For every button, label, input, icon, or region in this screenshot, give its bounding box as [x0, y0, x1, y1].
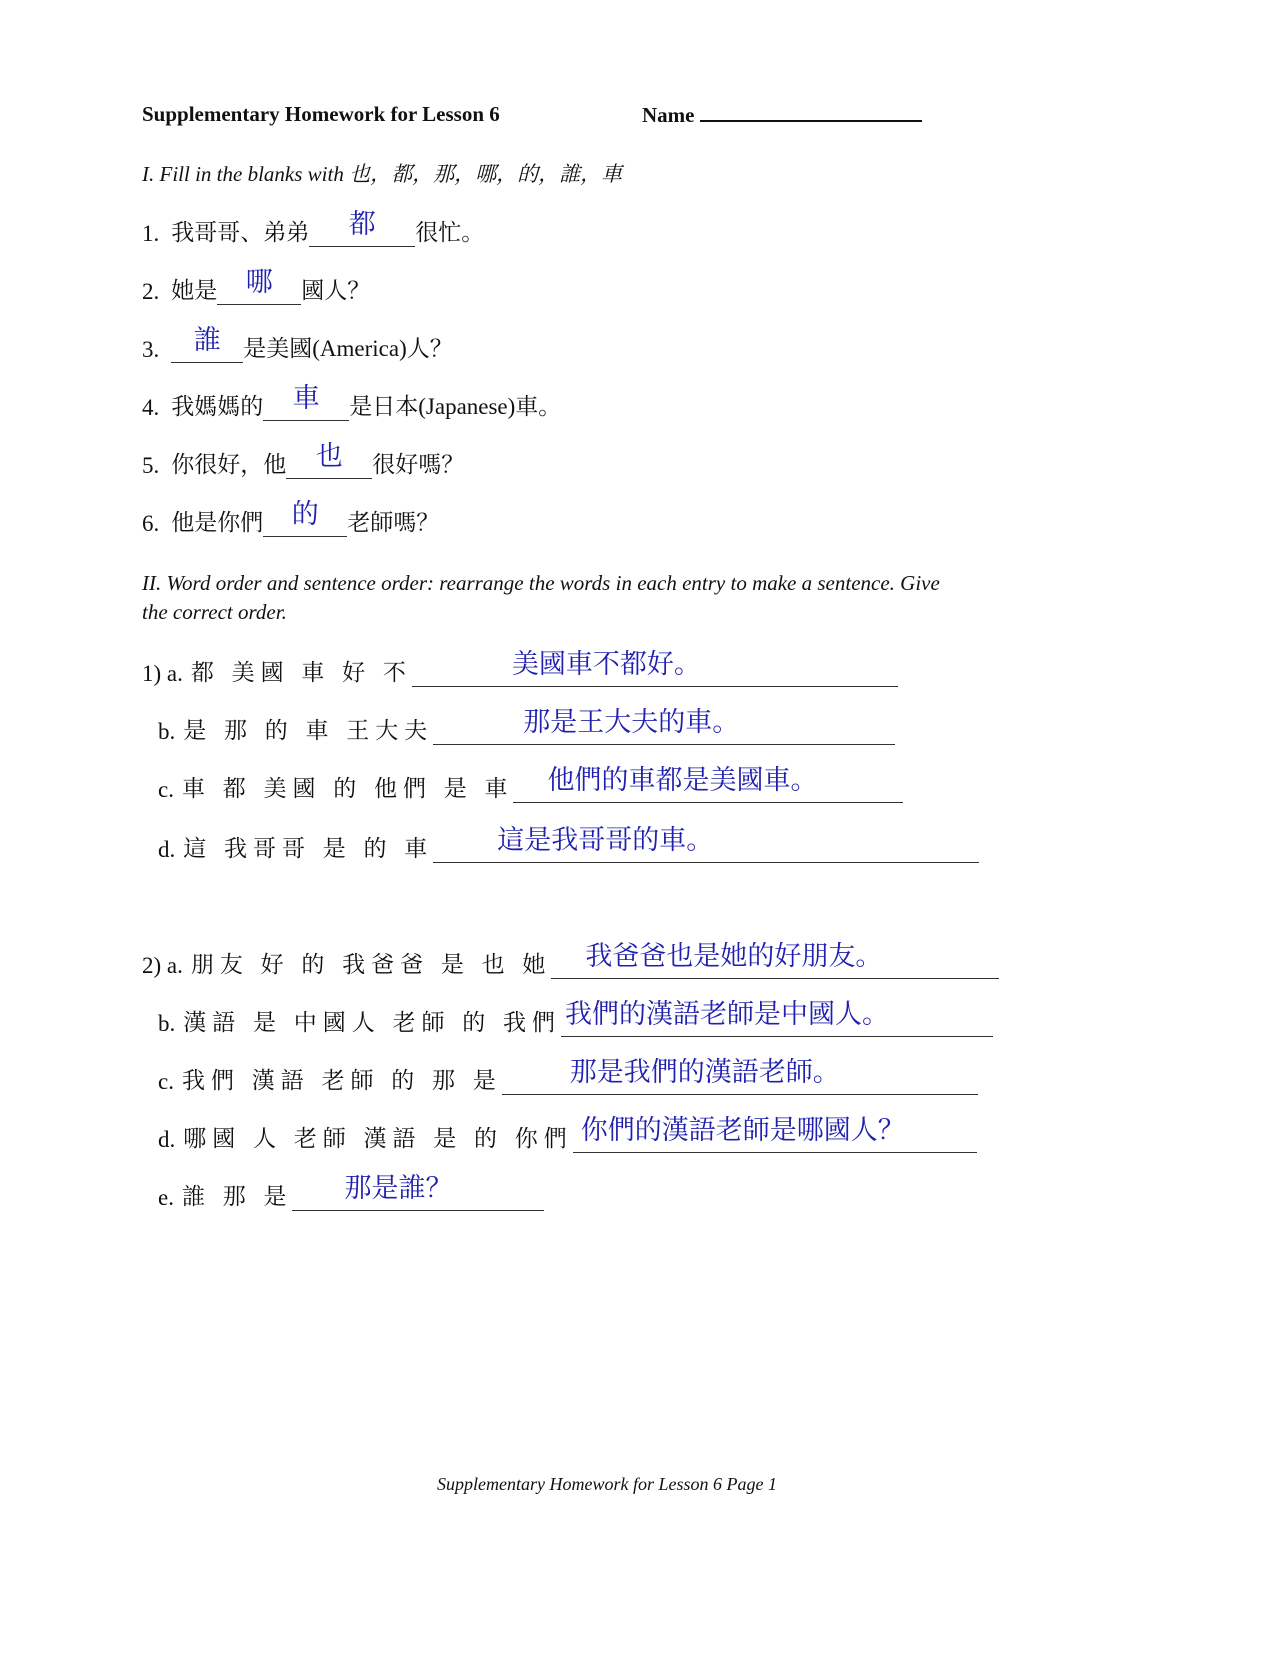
fill-blank-item [142, 209, 485, 247]
item-text-after: 是美國(America)人？ [243, 336, 453, 361]
scrambled-words: 都 美國 車 好 不 [190, 660, 412, 685]
answer-blank[interactable] [309, 209, 415, 247]
item-label: c. [158, 777, 174, 802]
reorder-item [158, 1115, 977, 1153]
fill-blank-item [142, 441, 465, 479]
item-label: b. [158, 1011, 176, 1036]
item-label: 1) a. [142, 661, 183, 686]
answer-text: 那是誰？ [344, 1173, 453, 1203]
item-text-before: 我哥哥、弟弟 [171, 220, 310, 245]
reorder-item [158, 999, 993, 1037]
answer-text: 的 [291, 499, 319, 529]
scrambled-words: 這 我哥哥 是 的 車 [183, 836, 434, 861]
item-text-after: 很忙。 [415, 220, 485, 245]
scrambled-words: 哪國 人 老師 漢語 是 的 你們 [183, 1126, 573, 1151]
answer-blank[interactable] [292, 1173, 544, 1211]
answer-text: 誰 [193, 325, 221, 355]
scrambled-words: 朋友 好 的 我爸爸 是 也 她 [190, 952, 552, 977]
item-number: 5. [142, 453, 160, 478]
answer-blank[interactable] [561, 999, 993, 1037]
answer-text: 那是王大夫的車。 [523, 707, 740, 737]
item-number: 4. [142, 395, 160, 420]
fill-blank-item [142, 325, 453, 363]
answer-blank[interactable] [263, 383, 349, 421]
answer-text: 美國車不都好。 [511, 649, 701, 679]
item-text-after: 是日本(Japanese)車。 [349, 394, 562, 419]
name-field[interactable] [642, 102, 922, 128]
answer-text: 都 [348, 209, 376, 239]
item-text-after: 很好嗎？ [372, 452, 465, 477]
item-text-before: 她是 [171, 278, 218, 303]
section2-instruction-line1: II. Word order and sentence order: rearrange the words in each entry to make a sentence. Give [142, 571, 940, 595]
answer-text: 哪 [245, 267, 273, 297]
answer-blank[interactable] [502, 1057, 978, 1095]
item-text-before: 你很好，他 [171, 452, 287, 477]
answer-text: 車 [292, 383, 320, 413]
fill-blank-item [142, 383, 562, 421]
item-text-after: 老師嗎？ [347, 510, 440, 535]
item-label: c. [158, 1069, 174, 1094]
answer-text: 我們的漢語老師是中國人。 [565, 999, 889, 1029]
item-label: 2) a. [142, 953, 183, 978]
reorder-item [142, 649, 898, 687]
scrambled-words: 車 都 美國 的 他們 是 車 [181, 776, 514, 801]
answer-blank[interactable] [573, 1115, 977, 1153]
answer-blank[interactable] [513, 765, 903, 803]
item-label: d. [158, 837, 176, 862]
item-label: b. [158, 719, 176, 744]
answer-blank[interactable] [286, 441, 372, 479]
name-line[interactable] [700, 102, 922, 122]
scrambled-words: 誰 那 是 [181, 1184, 293, 1209]
item-number: 1. [142, 221, 160, 246]
item-text-after: 國人？ [301, 278, 371, 303]
item-number: 3. [142, 337, 160, 362]
reorder-item [158, 1057, 978, 1095]
answer-text: 他們的車都是美國車。 [547, 765, 818, 795]
scrambled-words: 是 那 的 車 王大夫 [183, 718, 434, 743]
item-label: d. [158, 1127, 176, 1152]
answer-text: 那是我們的漢語老師。 [569, 1057, 840, 1087]
answer-blank[interactable] [433, 707, 895, 745]
section1-instruction: I. Fill in the blanks with 也，都，那，哪，的，誰，車 [142, 162, 623, 186]
answer-blank[interactable] [217, 267, 301, 305]
reorder-item [158, 1173, 544, 1211]
item-number: 2. [142, 279, 160, 304]
name-label: Name [642, 103, 695, 127]
reorder-item [142, 941, 999, 979]
answer-blank[interactable] [433, 825, 979, 863]
scrambled-words: 我們 漢語 老師 的 那 是 [181, 1068, 502, 1093]
section2-instruction-line2: the correct order. [142, 600, 287, 624]
fill-blank-item [142, 267, 371, 305]
item-text-before: 他是你們 [171, 510, 264, 535]
answer-blank[interactable] [412, 649, 898, 687]
reorder-item [158, 825, 979, 863]
answer-blank[interactable] [263, 499, 347, 537]
answer-text: 也 [315, 441, 343, 471]
reorder-item [158, 707, 895, 745]
answer-text: 你們的漢語老師是哪國人？ [580, 1115, 905, 1145]
scrambled-words: 漢語 是 中國人 老師 的 我們 [183, 1010, 561, 1035]
answer-text: 這是我哥哥的車。 [497, 825, 714, 855]
item-number: 6. [142, 511, 160, 536]
item-text-before: 我媽媽的 [171, 394, 264, 419]
item-label: e. [158, 1185, 174, 1210]
reorder-item [158, 765, 903, 803]
answer-blank[interactable] [171, 325, 243, 363]
answer-blank[interactable] [551, 941, 999, 979]
page-title: Supplementary Homework for Lesson 6 [142, 102, 500, 126]
page-footer: Supplementary Homework for Lesson 6 Page 1 [437, 1474, 777, 1494]
answer-text: 我爸爸也是她的好朋友。 [585, 941, 883, 971]
fill-blank-item [142, 499, 440, 537]
